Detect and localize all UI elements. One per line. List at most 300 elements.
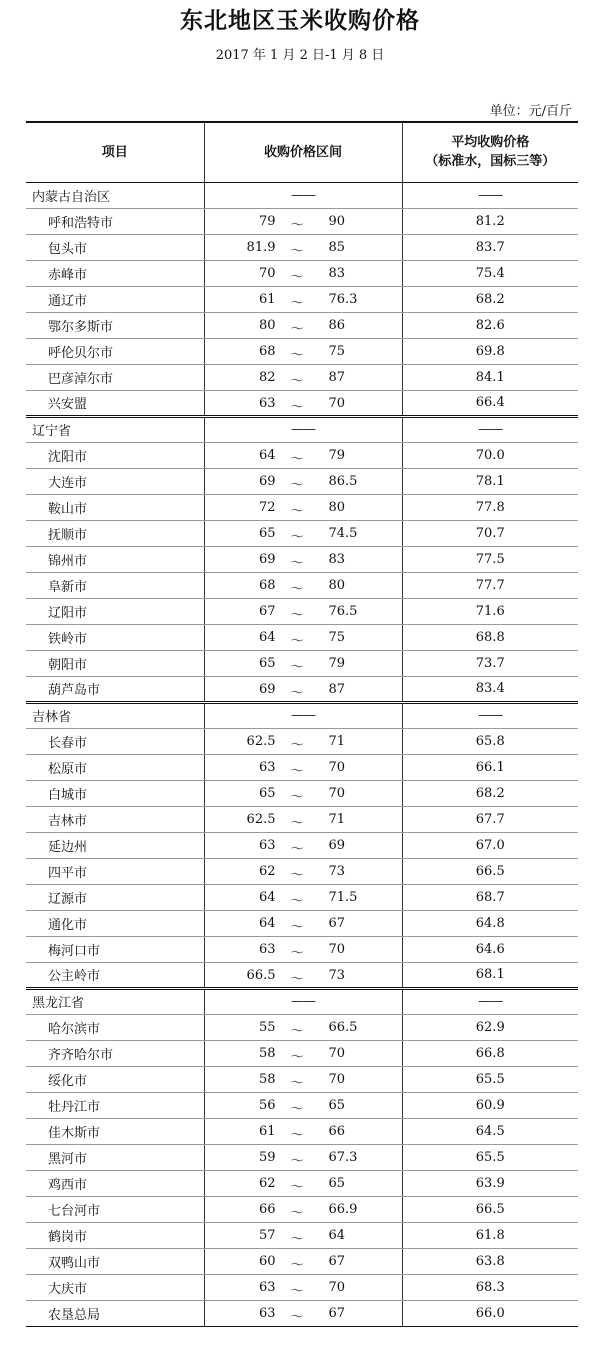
price-high: 76.5 [328, 603, 358, 619]
price-high: 86 [328, 317, 346, 333]
price-low: 57 [258, 1227, 276, 1243]
average-price: 68.2 [402, 780, 578, 806]
city-name: 延边州 [26, 832, 204, 858]
average-price: 65.5 [402, 1144, 578, 1170]
price-low: 63 [258, 759, 276, 775]
price-low: 63 [258, 941, 276, 957]
range-tilde: ～ [290, 1283, 304, 1299]
price-range [204, 234, 402, 260]
region-row [26, 416, 578, 442]
region-average: —— [402, 182, 578, 208]
range-tilde: ～ [290, 269, 304, 285]
price-high: 70 [328, 785, 346, 801]
city-name: 鄂尔多斯市 [26, 312, 204, 338]
table-row [26, 1014, 578, 1040]
range-tilde: ～ [290, 1075, 304, 1091]
table-row [26, 1274, 578, 1300]
price-low: 61 [258, 291, 276, 307]
price-high: 79 [328, 447, 346, 463]
price-low: 58 [258, 1045, 276, 1061]
price-high: 67 [328, 915, 346, 931]
price-range [204, 1066, 402, 1092]
price-range [204, 1170, 402, 1196]
table-row [26, 1118, 578, 1144]
price-range [204, 728, 402, 754]
average-price: 84.1 [402, 364, 578, 390]
average-price: 68.7 [402, 884, 578, 910]
city-name: 朝阳市 [26, 650, 204, 676]
price-low: 55 [258, 1019, 276, 1035]
city-name: 辽源市 [26, 884, 204, 910]
table-row [26, 650, 578, 676]
table-row [26, 624, 578, 650]
price-range [204, 546, 402, 572]
price-range [204, 1092, 402, 1118]
price-low: 66 [258, 1201, 276, 1217]
price-high: 66.9 [328, 1201, 358, 1217]
city-name: 巴彦淖尔市 [26, 364, 204, 390]
range-tilde: ～ [290, 555, 304, 571]
price-low: 70 [258, 265, 276, 281]
table-row [26, 858, 578, 884]
price-high: 80 [328, 577, 346, 593]
price-range [204, 1040, 402, 1066]
price-range [204, 208, 402, 234]
table-row [26, 676, 578, 702]
range-tilde: ～ [290, 295, 304, 311]
range-tilde: ～ [290, 477, 304, 493]
city-name: 吉林市 [26, 806, 204, 832]
price-high: 65 [328, 1097, 346, 1113]
table-row [26, 260, 578, 286]
city-name: 鞍山市 [26, 494, 204, 520]
city-name: 赤峰市 [26, 260, 204, 286]
range-tilde: ～ [290, 243, 304, 259]
price-low: 69 [258, 473, 276, 489]
price-low: 65 [258, 785, 276, 801]
region-row [26, 182, 578, 208]
region-range: —— [204, 702, 402, 728]
price-range [204, 1248, 402, 1274]
city-name: 锦州市 [26, 546, 204, 572]
price-range [204, 598, 402, 624]
table-row [26, 806, 578, 832]
price-high: 76.3 [328, 291, 358, 307]
table-row [26, 598, 578, 624]
price-low: 80 [258, 317, 276, 333]
city-name: 牡丹江市 [26, 1092, 204, 1118]
table-row [26, 754, 578, 780]
price-range [204, 1014, 402, 1040]
table-row [26, 728, 578, 754]
table-row [26, 520, 578, 546]
range-tilde: ～ [290, 1257, 304, 1273]
average-price: 62.9 [402, 1014, 578, 1040]
price-low: 81.9 [246, 239, 276, 255]
price-high: 67 [328, 1305, 346, 1321]
table-header-row [26, 122, 578, 182]
table-row [26, 364, 578, 390]
price-high: 67.3 [328, 1149, 358, 1165]
price-range [204, 884, 402, 910]
average-price: 67.7 [402, 806, 578, 832]
range-tilde: ～ [290, 581, 304, 597]
range-tilde: ～ [290, 763, 304, 779]
range-tilde: ～ [290, 659, 304, 675]
average-price: 71.6 [402, 598, 578, 624]
range-tilde: ～ [290, 321, 304, 337]
average-price: 81.2 [402, 208, 578, 234]
average-price: 64.6 [402, 936, 578, 962]
price-low: 62.5 [246, 811, 276, 827]
price-high: 85 [328, 239, 346, 255]
price-high: 70 [328, 941, 346, 957]
range-tilde: ～ [290, 893, 304, 909]
header-average-line2: （标准水，国标三等） [425, 154, 556, 170]
range-tilde: ～ [290, 1127, 304, 1143]
city-name: 黑河市 [26, 1144, 204, 1170]
range-tilde: ～ [290, 1153, 304, 1169]
price-range [204, 806, 402, 832]
average-price: 66.8 [402, 1040, 578, 1066]
average-price: 75.4 [402, 260, 578, 286]
price-high: 70 [328, 1045, 346, 1061]
price-range [204, 1196, 402, 1222]
price-low: 69 [258, 551, 276, 567]
price-range [204, 624, 402, 650]
city-name: 鸡西市 [26, 1170, 204, 1196]
price-low: 62 [258, 863, 276, 879]
city-name: 松原市 [26, 754, 204, 780]
price-high: 74.5 [328, 525, 358, 541]
price-table [26, 121, 578, 1327]
city-name: 绥化市 [26, 1066, 204, 1092]
table-row [26, 572, 578, 598]
table-row [26, 312, 578, 338]
table-row [26, 1066, 578, 1092]
average-price: 64.8 [402, 910, 578, 936]
price-low: 66.5 [246, 967, 276, 983]
price-range [204, 364, 402, 390]
price-low: 59 [258, 1149, 276, 1165]
average-price: 61.8 [402, 1222, 578, 1248]
table-row [26, 390, 578, 416]
price-range [204, 1274, 402, 1300]
city-name: 七台河市 [26, 1196, 204, 1222]
page-title: 东北地区玉米收购价格 [180, 8, 420, 34]
average-price: 77.5 [402, 546, 578, 572]
city-name: 兴安盟 [26, 390, 204, 416]
average-price: 70.0 [402, 442, 578, 468]
price-high: 70 [328, 1071, 346, 1087]
average-price: 68.3 [402, 1274, 578, 1300]
price-range [204, 962, 402, 988]
average-price: 73.7 [402, 650, 578, 676]
range-tilde: ～ [290, 919, 304, 935]
city-name: 长春市 [26, 728, 204, 754]
city-name: 四平市 [26, 858, 204, 884]
price-range [204, 494, 402, 520]
average-price: 66.0 [402, 1300, 578, 1326]
city-name: 抚顺市 [26, 520, 204, 546]
city-name: 大连市 [26, 468, 204, 494]
price-low: 62.5 [246, 733, 276, 749]
table-row [26, 494, 578, 520]
average-price: 83.7 [402, 234, 578, 260]
price-high: 66.5 [328, 1019, 358, 1035]
price-range [204, 1222, 402, 1248]
price-high: 64 [328, 1227, 346, 1243]
region-average: —— [402, 988, 578, 1014]
average-price: 66.5 [402, 858, 578, 884]
price-high: 69 [328, 837, 346, 853]
price-low: 63 [258, 1279, 276, 1295]
header-range: 收购价格区间 [204, 122, 402, 182]
price-high: 87 [328, 369, 346, 385]
average-price: 78.1 [402, 468, 578, 494]
city-name: 葫芦岛市 [26, 676, 204, 702]
price-low: 64 [258, 915, 276, 931]
city-name: 农垦总局 [26, 1300, 204, 1326]
city-name: 辽阳市 [26, 598, 204, 624]
region-average: —— [402, 416, 578, 442]
price-low: 65 [258, 655, 276, 671]
price-low: 79 [258, 213, 276, 229]
price-low: 64 [258, 629, 276, 645]
header-average [402, 122, 578, 182]
average-price: 83.4 [402, 676, 578, 702]
average-price: 64.5 [402, 1118, 578, 1144]
city-name: 呼伦贝尔市 [26, 338, 204, 364]
price-range [204, 754, 402, 780]
average-price: 65.8 [402, 728, 578, 754]
range-tilde: ～ [290, 217, 304, 233]
table-row [26, 1144, 578, 1170]
price-high: 65 [328, 1175, 346, 1191]
city-name: 包头市 [26, 234, 204, 260]
price-high: 71.5 [328, 889, 358, 905]
price-high: 90 [328, 213, 346, 229]
price-high: 70 [328, 759, 346, 775]
price-high: 83 [328, 551, 346, 567]
city-name: 呼和浩特市 [26, 208, 204, 234]
table-row [26, 1248, 578, 1274]
price-range [204, 260, 402, 286]
table-row [26, 468, 578, 494]
price-low: 65 [258, 525, 276, 541]
price-low: 69 [258, 681, 276, 697]
average-price: 68.8 [402, 624, 578, 650]
table-row [26, 234, 578, 260]
range-tilde: ～ [290, 399, 304, 415]
table-row [26, 1170, 578, 1196]
range-tilde: ～ [290, 815, 304, 831]
city-name: 齐齐哈尔市 [26, 1040, 204, 1066]
range-tilde: ～ [290, 1049, 304, 1065]
range-tilde: ～ [290, 841, 304, 857]
price-range [204, 650, 402, 676]
price-high: 75 [328, 629, 346, 645]
city-name: 佳木斯市 [26, 1118, 204, 1144]
price-range [204, 936, 402, 962]
range-tilde: ～ [290, 1205, 304, 1221]
unit-label: 单位：元/百斤 [489, 104, 572, 119]
region-name: 吉林省 [26, 702, 204, 728]
price-high: 87 [328, 681, 346, 697]
region-name: 辽宁省 [26, 416, 204, 442]
price-low: 63 [258, 1305, 276, 1321]
table-row [26, 832, 578, 858]
price-low: 63 [258, 837, 276, 853]
price-range [204, 286, 402, 312]
price-range [204, 1118, 402, 1144]
city-name: 沈阳市 [26, 442, 204, 468]
header-average-line1: 平均收购价格 [451, 135, 530, 151]
table-row [26, 1300, 578, 1326]
table-row [26, 546, 578, 572]
city-name: 哈尔滨市 [26, 1014, 204, 1040]
range-tilde: ～ [290, 451, 304, 467]
price-low: 72 [258, 499, 276, 515]
price-range [204, 858, 402, 884]
region-row [26, 988, 578, 1014]
price-low: 64 [258, 447, 276, 463]
average-price: 65.5 [402, 1066, 578, 1092]
region-range: —— [204, 182, 402, 208]
average-price: 69.8 [402, 338, 578, 364]
price-high: 66 [328, 1123, 346, 1139]
price-low: 60 [258, 1253, 276, 1269]
range-tilde: ～ [290, 1309, 304, 1325]
city-name: 通辽市 [26, 286, 204, 312]
header-item: 项目 [26, 122, 204, 182]
average-price: 70.7 [402, 520, 578, 546]
table-row [26, 884, 578, 910]
city-name: 白城市 [26, 780, 204, 806]
city-name: 大庆市 [26, 1274, 204, 1300]
region-range: —— [204, 988, 402, 1014]
price-low: 56 [258, 1097, 276, 1113]
price-range [204, 390, 402, 416]
price-high: 71 [328, 733, 346, 749]
price-high: 83 [328, 265, 346, 281]
average-price: 67.0 [402, 832, 578, 858]
average-price: 77.7 [402, 572, 578, 598]
table-row [26, 1222, 578, 1248]
price-high: 80 [328, 499, 346, 515]
range-tilde: ～ [290, 789, 304, 805]
price-high: 70 [328, 1279, 346, 1295]
region-row [26, 702, 578, 728]
range-tilde: ～ [290, 347, 304, 363]
region-range: —— [204, 416, 402, 442]
city-name: 梅河口市 [26, 936, 204, 962]
range-tilde: ～ [290, 971, 304, 987]
price-low: 62 [258, 1175, 276, 1191]
price-range [204, 832, 402, 858]
price-range [204, 910, 402, 936]
average-price: 63.9 [402, 1170, 578, 1196]
average-price: 66.1 [402, 754, 578, 780]
price-low: 82 [258, 369, 276, 385]
table-body [26, 182, 578, 1326]
price-high: 73 [328, 863, 346, 879]
price-range [204, 468, 402, 494]
price-high: 73 [328, 967, 346, 983]
average-price: 63.8 [402, 1248, 578, 1274]
city-name: 阜新市 [26, 572, 204, 598]
table-row [26, 962, 578, 988]
price-low: 67 [258, 603, 276, 619]
price-high: 70 [328, 395, 346, 411]
price-range [204, 780, 402, 806]
range-tilde: ～ [290, 1179, 304, 1195]
price-range [204, 676, 402, 702]
city-name: 通化市 [26, 910, 204, 936]
city-name: 鹤岗市 [26, 1222, 204, 1248]
table-row [26, 1196, 578, 1222]
price-low: 68 [258, 343, 276, 359]
city-name: 铁岭市 [26, 624, 204, 650]
price-range [204, 442, 402, 468]
table-row [26, 208, 578, 234]
price-high: 71 [328, 811, 346, 827]
price-range [204, 338, 402, 364]
price-range [204, 1300, 402, 1326]
price-range [204, 520, 402, 546]
price-high: 67 [328, 1253, 346, 1269]
table-row [26, 1092, 578, 1118]
range-tilde: ～ [290, 737, 304, 753]
price-low: 68 [258, 577, 276, 593]
table-row [26, 286, 578, 312]
table-row [26, 780, 578, 806]
table-row [26, 910, 578, 936]
table-row [26, 338, 578, 364]
region-name: 内蒙古自治区 [26, 182, 204, 208]
price-range [204, 572, 402, 598]
price-range [204, 1144, 402, 1170]
average-price: 77.8 [402, 494, 578, 520]
average-price: 60.9 [402, 1092, 578, 1118]
city-name: 双鸭山市 [26, 1248, 204, 1274]
table-row [26, 936, 578, 962]
range-tilde: ～ [290, 503, 304, 519]
price-high: 75 [328, 343, 346, 359]
average-price: 66.5 [402, 1196, 578, 1222]
price-low: 61 [258, 1123, 276, 1139]
average-price: 68.1 [402, 962, 578, 988]
range-tilde: ～ [290, 607, 304, 623]
range-tilde: ～ [290, 1023, 304, 1039]
average-price: 66.4 [402, 390, 578, 416]
table-row [26, 1040, 578, 1066]
price-high: 86.5 [328, 473, 358, 489]
range-tilde: ～ [290, 633, 304, 649]
date-range: 2017 年 1 月 2 日-1 月 8 日 [215, 48, 385, 63]
range-tilde: ～ [290, 867, 304, 883]
price-low: 58 [258, 1071, 276, 1087]
range-tilde: ～ [290, 529, 304, 545]
table-row [26, 442, 578, 468]
range-tilde: ～ [290, 945, 304, 961]
range-tilde: ～ [290, 1101, 304, 1117]
price-low: 63 [258, 395, 276, 411]
range-tilde: ～ [290, 685, 304, 701]
price-low: 64 [258, 889, 276, 905]
price-high: 79 [328, 655, 346, 671]
average-price: 68.2 [402, 286, 578, 312]
